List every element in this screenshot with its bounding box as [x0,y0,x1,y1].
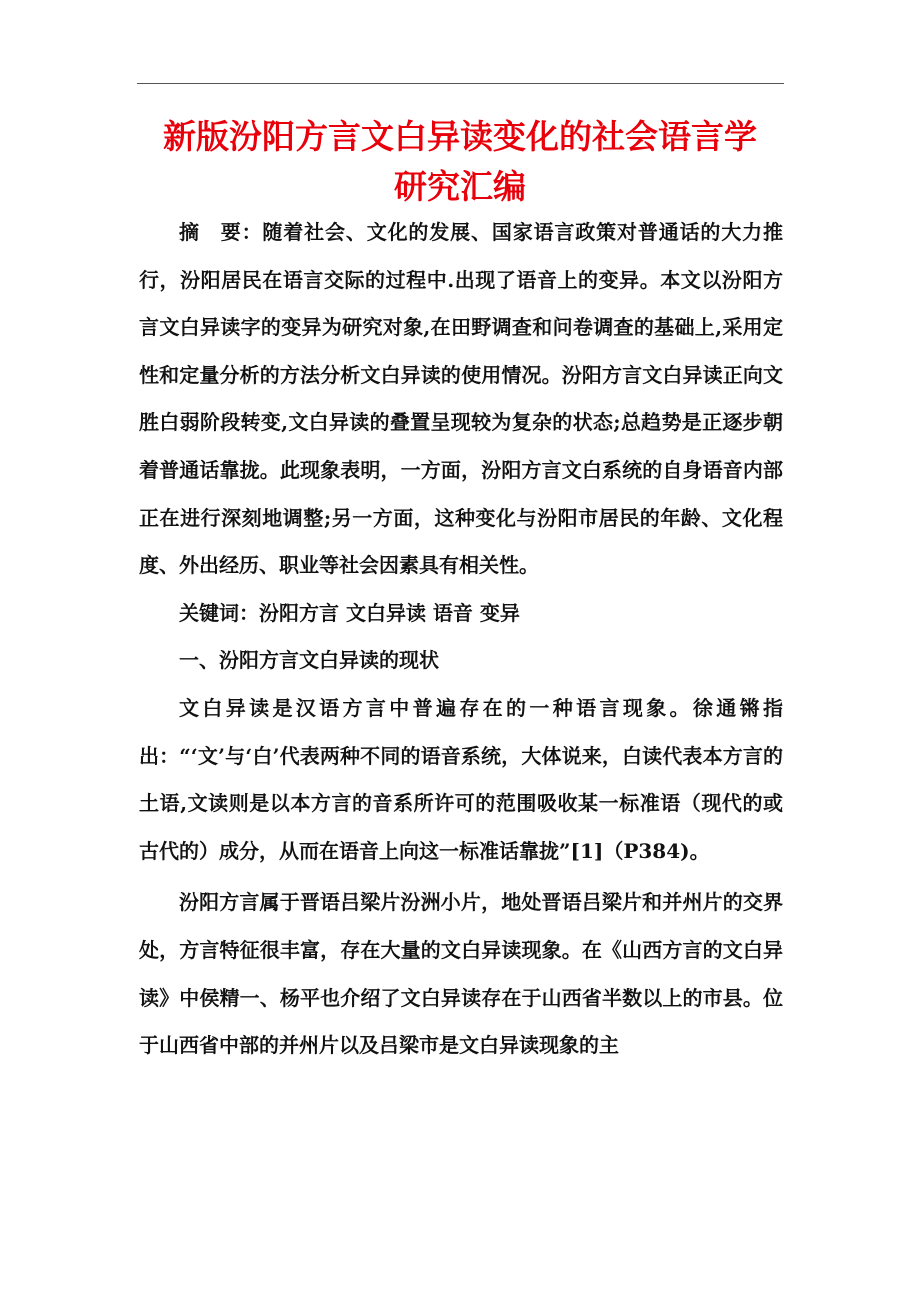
abstract-paragraph: 摘 要：随着社会、文化的发展、国家语言政策对普通话的大力推行，汾阳居民在语言交际的过程中.出现了语音上的变异。本文以汾阳方言文白异读字的变异为研究对象,在田野调查和问卷调查的基础上,采用定性和定量分析的方法分析文白异读的使用情况。汾阳方言文白异读正向文胜白弱阶段转变,文白异读的叠置呈现较为复杂的状态;总趋势是正逐步朝着普通话靠拢。此现象表明，一方面，汾阳方言文白系统的自身语音内部正在进行深刻地调整;另一方面，这种变化与汾阳市居民的年龄、文化程度、外出经历、职业等社会因素具有相关性。 [139,220,783,578]
document-title [120,112,800,212]
section-heading: 一、汾阳方言文白异读的现状 [179,648,439,673]
title-line-2: 研究汇编 [394,167,526,206]
keywords-paragraph: 关键词：汾阳方言 文白异读 语音 变异 [179,600,520,625]
document-body [139,209,783,1070]
header-rule [137,83,784,84]
title-line-1: 新版汾阳方言文白异读变化的社会语言学 [163,117,757,156]
body-paragraph-1: 文白异读是汉语方言中普遍存在的一种语言现象。徐通锵指出：“‘文’与‘白’代表两种不同的语音系统，大体说来，白读代表本方言的土语,文读则是以本方言的音系所许可的范围吸收某一标准语（现代的或古代的）成分，从而在语音上向这一标准话靠拢”[1]（P384)。 [139,695,783,863]
body-paragraph-2: 汾阳方言属于晋语吕梁片汾洲小片，地处晋语吕梁片和并州片的交界处，方言特征很丰富，存在大量的文白异读现象。在《山西方言的文白异读》中侯精一、杨平也介绍了文白异读存在于山西省半数以上的市县。位于山西省中部的并州片以及吕梁市是文白异读现象的主 [139,890,783,1058]
